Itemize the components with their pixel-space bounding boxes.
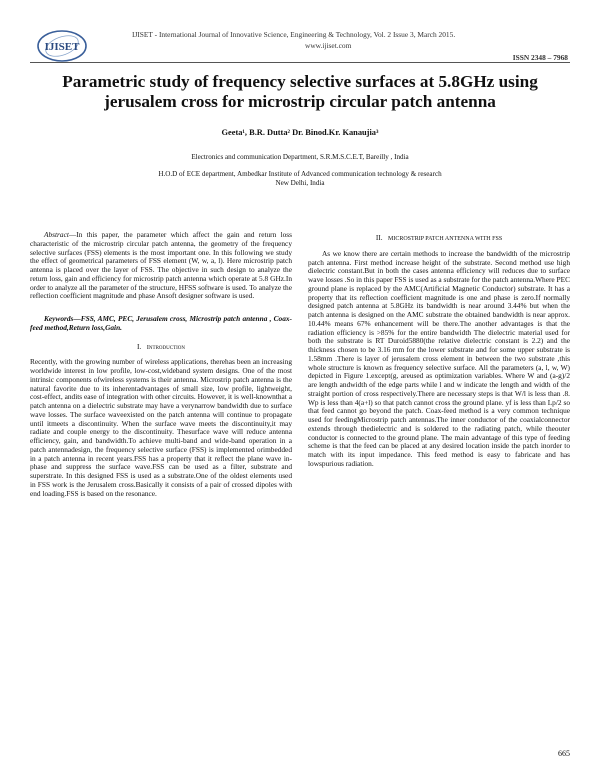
affiliation-2-line-1: H.O.D of ECE department, Ambedkar Institute of Advanced communication technology & research xyxy=(158,170,442,178)
page-number: 665 xyxy=(558,749,570,758)
section-2-heading xyxy=(308,234,570,244)
section-1-number: I. xyxy=(136,341,142,351)
abstract-label: Abstract xyxy=(44,230,69,239)
issn: ISSN 2348 – 7968 xyxy=(512,53,568,62)
header-rule xyxy=(30,62,570,63)
affiliation-2 xyxy=(36,170,564,188)
section-2-number: II. xyxy=(375,233,383,242)
abstract-text: —In this paper, the parameter which affect the gain and return loss characteristic of the microstrip circular patch antenna, the geometry of the frequency selective surfaces (FSS) elements is the most important one. In this following we study the effect of geometrical parameters of FSS element (W, w, a, l). Here microstrip patch antenna is placed over the layer of FSS. The objective in such design to analyze the return loss, gain and efficiency for microstrip patch antenna which operate at 5.8 GHz.In order to analyze all the parameter of the structure, HFSS software is used. To analyze the reflection coefficient magnitude and phase Ansoft designer software is used. xyxy=(30,230,292,301)
section-2-title: MICROSTRIP PATCH ANTENNA WITH FSS xyxy=(388,236,503,242)
abstract xyxy=(30,231,292,301)
affiliation-1: Electronics and communication Department, S.R.M.S.C.E.T, Bareilly , India xyxy=(191,153,409,161)
section-1-title: Introduction xyxy=(146,343,186,351)
svg-text:IJISET: IJISET xyxy=(44,41,80,53)
right-column xyxy=(308,234,570,469)
paper-title xyxy=(36,72,564,112)
authors: Geeta¹, B.R. Dutta² Dr. Binod.Kr. Kanaujia³ xyxy=(221,128,379,137)
section-1-heading xyxy=(30,343,292,353)
section-2-paragraph: As we know there are certain methods to increase the bandwidth of the microstrip patch antenna. First method increase height of the substrate. Second method use high dielectric constant.But in both the cases antenna efficiency will reduces due to surface wave losses .So in this paper FSS is used as a substrate for the patch antenna.Where PEC ground plane is replaced by the AMC(Artificial Magnetic Conductor) substrate. It has a property that its reflection coefficient magnitude is one and phase is zero.If normally designed patch antenna at 5.8GHz its bandwidth is near around 3.44% but when the patch antenna is designed on the AMC substrate the obtained bandwidth is near approx. 10.44% means 67% enhancement will be there.The another advantages is that the radiation efficiency is >85% for the entire bandwidth The dielectric material used for both the substrate is RT Duroid5880(the relative dielectric constant is 2.2) and the thickness chosen to be 3.16 mm for the lower substrate and for some upper substrate is 1.58mm .There is layer of jerusalem cross element in between the two substrate ,this whole structure is known as frequency selective surface. All the parameters (a, l, w, W) depicted in Figure 1.except(g, areused as optimization variables. Where W and (a-g)/2 are length andwidth of the edge parts while l and w indicate the length and width of the straight portion of cross respectively.There are necessary steps is that W/l is less than .8. Wp is less than 4(a+l) so that patch cannot cross the ground plane. yf is less than Lp/2 so that feed cannot go beyond the patch. Coax-feed method is a very common technique used for feedingMicrostrip patch antennas.The inner conductor of the coaxialconnector extends through thedielectric and is soldered to the radiating patch, while theouter conductor is connected to the ground plane. The main advantage of this type of feeding scheme is that the feed can be placed at any desired location inside the patch inorder to match with its input impedance. This feed method is easy to fabricate and has lowspurious radiation. xyxy=(308,248,570,468)
affiliation-2-line-2: New Delhi, India xyxy=(275,179,325,187)
journal-logo xyxy=(36,26,88,66)
left-column xyxy=(30,231,292,498)
title-line-1: Parametric study of frequency selective surfaces at 5.8GHz using xyxy=(62,72,538,91)
keywords: Keywords—FSS, AMC, PEC, Jerusalem cross, Microstrip patch antenna , Coax-feed method,Return loss,Gain. xyxy=(30,314,292,332)
journal-url[interactable]: www.ijiset.com xyxy=(305,41,352,50)
title-line-2: jerusalem cross for microstrip circular patch antenna xyxy=(104,92,496,111)
section-1-paragraph: Recently, with the growing number of wireless applications, therehas been an increasing worldwide interest in low profile, low-cost,wideband system designs. One of the most intrinsic components ofwireless systems is their antenna. Microstrip patch antenna is the natural favorite due to its inherentadvantages of small size, low profile, lightweight, cost-effect, andits ease of integration with other circuits. However, it is well-knownthat a patch antenna on a dielectric substrate may have a verynarrow bandwidth due to surface wave losses. The surface waveexisted on the patch antenna will continue to propagate until itmeets a discontinuity. When the surface wave meets the discontinuity,it may radiate and couple energy to the discontinuity. Thesurface wave will reduce antenna efficiency, gain, and bandwidth.To achieve multi-band and wide-band operation in a patch antennadesign, the frequency selective surface (FSS) is implemented orimbedded in a patch antenna in recent years.FSS has a property that it reflect the plane wave in-phase and suppress the surface wave.FSS can be used as a filter, substrate and superstrate. In this designed FSS is used as a substrate.One of the oldest elements used in FSS work is the Jerusalem cross.Basically it consists of a pair of crossed dipoles with end loading.FSS is based on the resonance. xyxy=(30,357,292,498)
journal-header: IJISET - International Journal of Innovative Science, Engineering & Technology, Vol. 2 Issue 3, March 2015. xyxy=(132,30,456,39)
